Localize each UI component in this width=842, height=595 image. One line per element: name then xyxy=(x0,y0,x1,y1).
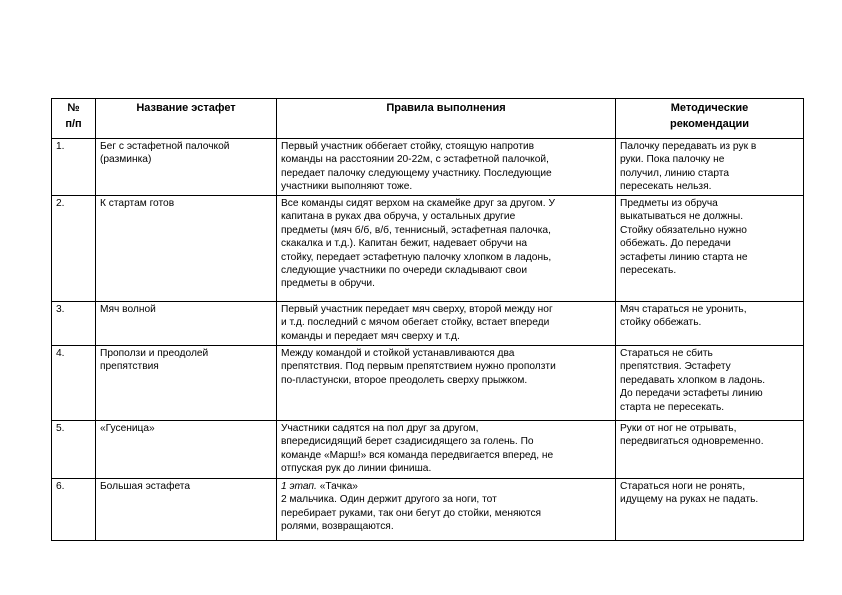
tips-line: Стараться ноги не ронять, xyxy=(620,481,746,492)
table-row xyxy=(52,302,804,346)
rules-line: предметы в обручи. xyxy=(281,278,375,290)
rules-line: перебирает руками, так они бегут до стойки, меняются xyxy=(281,507,542,519)
relay-recommendations xyxy=(616,479,804,541)
relay-table xyxy=(51,98,804,541)
rules-line: и т.д. последний с мячом обегает стойку, встает впереди xyxy=(281,317,550,329)
relay-rules xyxy=(277,479,616,541)
relay-name xyxy=(96,346,277,421)
rules-stage-line xyxy=(281,480,611,493)
tips-line: До передачи эстафеты линию xyxy=(620,388,763,400)
tips-line: препятствия. Эстафету xyxy=(620,361,731,373)
rules-line: впередисидящий берет сзадисидящего за голень. По xyxy=(281,436,534,448)
rules-line: препятствия. Под первым препятствием нужно проползти xyxy=(281,361,556,373)
rules-line: передает палочку следующему участнику. Последующие xyxy=(281,167,552,179)
relay-name-line: Проползи и преодолей xyxy=(100,348,209,359)
rules-line: Между командой и стойкой устанавливаются два xyxy=(281,348,515,359)
header-rules xyxy=(277,99,616,139)
tips-line: Руки от ног не отрывать, xyxy=(620,423,737,434)
rules-line: скакалка и т.д.). Капитан бежит, надевает обручи на xyxy=(281,238,528,250)
rules-line: следующие участники по очереди складывают свои xyxy=(281,265,528,277)
table-row xyxy=(52,346,804,421)
rules-line: Первый участник оббегает стойку, стоящую напротив xyxy=(281,141,535,152)
row-number: 1. xyxy=(52,139,96,196)
tips-line: Стойку обязательно нужно xyxy=(620,224,747,236)
rules-line: отпуская рук до линии финиша. xyxy=(281,463,432,475)
header-number-line: № xyxy=(67,102,80,114)
relay-name-line: препятствия xyxy=(100,361,159,373)
rules-line: команде «Марш!» вся команда передвигается вперед, не xyxy=(281,449,554,461)
header-number-line: п/п xyxy=(65,118,82,130)
tips-line: передавать хлопком в ладонь. xyxy=(620,374,766,386)
tips-line: старта не пересекать. xyxy=(620,401,725,413)
tips-line: идущему на руках не падать. xyxy=(620,494,759,506)
relay-name xyxy=(96,139,277,196)
rules-line: 2 мальчика. Один держит другого за ноги, тот xyxy=(281,494,497,506)
tips-line: оббежать. До передачи xyxy=(620,238,731,250)
tips-line: получил, линию старта xyxy=(620,167,729,179)
tips-line: Стараться не сбить xyxy=(620,348,713,359)
relay-rules xyxy=(277,421,616,479)
tips-line: пересекать нельзя. xyxy=(620,181,712,193)
rules-line: по-пластунски, второе преодолеть сверху прыжком. xyxy=(281,374,528,386)
rules-stage-title: «Тачка» xyxy=(316,481,358,492)
relay-rules xyxy=(277,346,616,421)
tips-line: эстафеты линию старта не xyxy=(620,251,748,263)
tips-line: Предметы из обруча xyxy=(620,198,718,209)
table-row xyxy=(52,479,804,541)
relay-rules xyxy=(277,302,616,346)
row-number: 3. xyxy=(52,302,96,346)
rules-line: предметы (мяч б/б, в/б, теннисный, эстафетная палочка, xyxy=(281,224,551,236)
relay-name-line: Бег с эстафетной палочкой xyxy=(100,141,230,152)
row-number: 5. xyxy=(52,421,96,479)
rules-line: Участники садятся на пол друг за другом, xyxy=(281,423,479,434)
tips-line: пересекать. xyxy=(620,265,677,277)
rules-line: участники выполняют тоже. xyxy=(281,181,413,193)
relay-name-line: Большая эстафета xyxy=(100,481,191,492)
relay-name xyxy=(96,479,277,541)
header-number xyxy=(52,99,96,139)
rules-line: Все команды сидят верхом на скамейке друг за другом. У xyxy=(281,198,555,209)
rules-line: ролями, возвращаются. xyxy=(281,521,394,533)
table-header-row xyxy=(52,99,804,139)
relay-name xyxy=(96,421,277,479)
tips-line: Мяч стараться не уронить, xyxy=(620,304,747,315)
rules-line: Первый участник передает мяч сверху, второй между ног xyxy=(281,304,553,315)
relay-recommendations xyxy=(616,139,804,196)
header-rules-text: Правила выполнения xyxy=(386,102,506,114)
header-recommendations-line: рекомендации xyxy=(669,118,750,130)
relay-rules xyxy=(277,196,616,302)
relay-name-line: (разминка) xyxy=(100,154,152,166)
header-recommendations-line: Методические xyxy=(670,102,749,114)
relay-name-line: Мяч волной xyxy=(100,304,156,315)
tips-line: стойку оббежать. xyxy=(620,317,702,329)
table-row xyxy=(52,196,804,302)
rules-line: стойку, передает эстафетную палочку хлопком в ладонь, xyxy=(281,251,552,263)
relay-name-line: «Гусеница» xyxy=(100,423,155,434)
header-recommendations xyxy=(616,99,804,139)
table-row xyxy=(52,421,804,479)
tips-line: выкатываться не должны. xyxy=(620,211,744,223)
tips-line: руки. Пока палочку не xyxy=(620,154,725,166)
rules-line: команды на расстоянии 20-22м, с эстафетной палочкой, xyxy=(281,154,549,166)
header-relay-name xyxy=(96,99,277,139)
relay-recommendations xyxy=(616,346,804,421)
relay-recommendations xyxy=(616,196,804,302)
rules-stage-label: 1 этап. xyxy=(281,481,317,492)
rules-line: капитана в руках два обруча, у остальных другие xyxy=(281,211,516,223)
rules-line: команды и передает мяч сверху и т.д. xyxy=(281,330,460,342)
row-number: 4. xyxy=(52,346,96,421)
tips-line: передвигаться одновременно. xyxy=(620,436,764,448)
relay-name-line: К стартам готов xyxy=(100,198,175,209)
relay-rules xyxy=(277,139,616,196)
tips-line: Палочку передавать из рук в xyxy=(620,141,757,152)
relay-name xyxy=(96,196,277,302)
row-number: 6. xyxy=(52,479,96,541)
relay-name xyxy=(96,302,277,346)
header-relay-name-text: Название эстафет xyxy=(136,102,236,114)
relay-recommendations xyxy=(616,302,804,346)
row-number: 2. xyxy=(52,196,96,302)
relay-recommendations xyxy=(616,421,804,479)
table-row xyxy=(52,139,804,196)
